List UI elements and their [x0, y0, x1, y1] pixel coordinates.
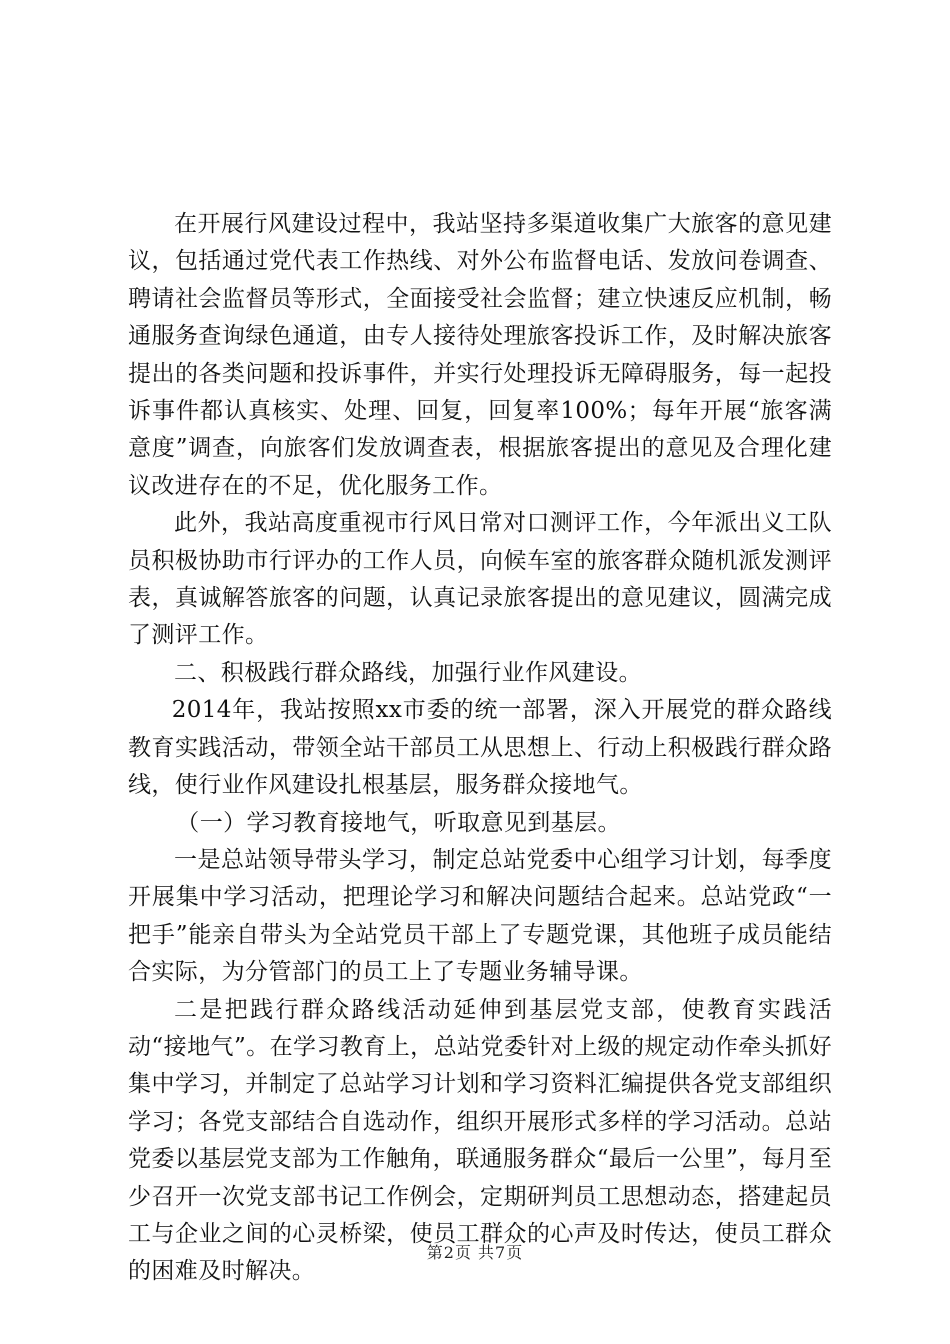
paragraph-2014-deployment: 2014年，我站按照xx市委的统一部署，深入开展党的群众路线教育实践活动，带领全站干部员工从思想上、行动上积极践行群众路线，使行业作风建设扎根基层，服务群众接地气。 [128, 697, 832, 799]
document-body [128, 206, 832, 1291]
paragraph-evaluation-work: 此外，我站高度重视市行风日常对口测评工作，今年派出义工队员积极协助市行评办的工作人员，向候车室的旅客群众随机派发测评表，真诚解答旅客的问题，认真记录旅客提出的意见建议，圆满完成了测评工作。 [128, 510, 832, 649]
paragraph-leadership-study: 一是总站领导带头学习，制定总站党委中心组学习计划，每季度开展集中学习活动，把理论学习和解决问题结合起来。总站党政“一把手”能亲自带头为全站党员干部上了专题党课，其他班子成员能结合实际，为分管部门的员工上了专题业务辅导课。 [128, 846, 832, 986]
page-number-footer: 第2页 共7页 [426, 1243, 524, 1262]
section-heading-mass-line: 二、积极践行群众路线，加强行业作风建设。 [174, 659, 642, 686]
subheading-study-education: （一）学习教育接地气，听取意见到基层。 [176, 809, 621, 836]
paragraph-grassroots-branch: 二是把践行群众路线活动延伸到基层党支部，使教育实践活动“接地气”。在学习教育上，总站党委针对上级的规定动作牵头抓好集中学习，并制定了总站学习计划和学习资料汇编提供各党支部组织学习；各党支部结合自选动作，组织开展形式多样的学习活动。总站党委以基层党支部为工作触角，联通服务群众“最后一公里”，每月至少召开一次党支部书记工作例会，定期研判员工思想动态，搭建起员工与企业之间的心灵桥梁，使员工群众的心声及时传达，使员工群众的困难及时解决。 [128, 996, 832, 1285]
paragraph-feedback-collection: 在开展行风建设过程中，我站坚持多渠道收集广大旅客的意见建议，包括通过党代表工作热线、对外公布监督电话、发放问卷调查、聘请社会监督员等形式，全面接受社会监督；建立快速反应机制，畅通服务查询绿色通道，由专人接待处理旅客投诉工作，及时解决旅客提出的各类问题和投诉事件，并实行处理投诉无障碍服务，每一起投诉事件都认真核实、处理、回复，回复率100%；每年开展“旅客满意度”调查，向旅客们发放调查表，根据旅客提出的意见及合理化建议改进存在的不足，优化服务工作。 [128, 211, 832, 499]
